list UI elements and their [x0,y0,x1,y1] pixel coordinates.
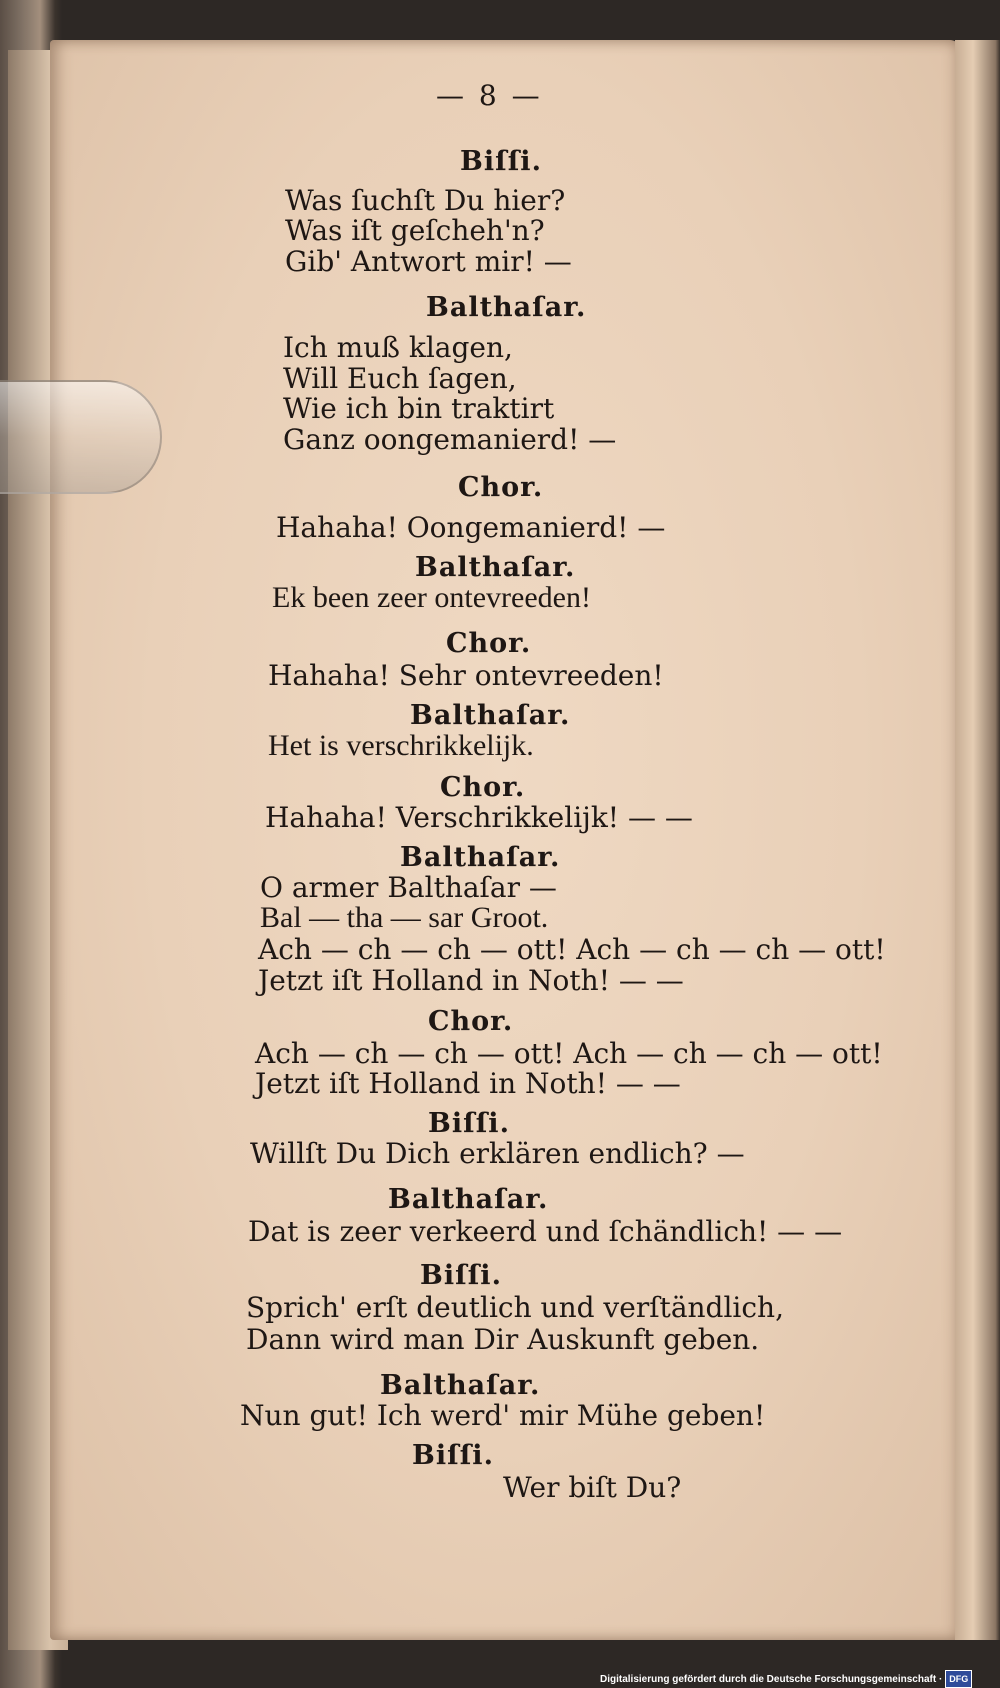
speaker-heading: Balthaſar. [380,1370,541,1401]
verse-line: Wie ich bin traktirt [283,392,555,425]
speaker-heading: Balthaſar. [388,1184,549,1215]
verse-line: Sprich' erſt deutlich und verſtändlich, [246,1291,784,1324]
verse-line: Jetzt iſt Holland in Noth! — — [255,1067,681,1100]
verse-line: Hahaha! Verschrikkelijk! — — [265,801,693,834]
verse-line: Wer biſt Du? [503,1471,682,1504]
credit-text: Digitalisierung gefördert durch die Deutsche Forschungsgemeinschaft · [600,1674,943,1685]
speaker-heading: Biſſi. [428,1108,510,1139]
verse-line: Ek been zeer ontevreeden! [272,581,591,614]
speaker-heading: Chor. [446,628,532,659]
speaker-heading: Chor. [458,472,544,503]
verse-line: Gib' Antwort mir! — [285,245,572,278]
verse-line: Het is verschrikkelijk. [268,729,534,762]
verse-line: Dann wird man Dir Auskunft geben. [246,1323,760,1356]
verse-line: Hahaha! Sehr ontevreeden! [268,659,664,692]
digitization-credit [600,1670,995,1686]
verse-line: Ach — ch — ch — ott! Ach — ch — ch — ott! [255,1037,883,1070]
verse-line: Was ſuchſt Du hier? [285,184,566,217]
verse-line: Was iſt geſcheh'n? [285,214,545,247]
speaker-heading: Chor. [428,1006,514,1037]
speaker-heading: Balthaſar. [426,292,587,323]
verse-line: Willſt Du Dich erklären endlich? — [250,1137,745,1170]
speaker-heading: Biſſi. [460,146,542,177]
verse-line: Ich muß klagen, [283,331,513,364]
verse-line: Ganz oongemanierd! — [283,423,617,456]
dfg-logo: DFG [945,1670,972,1688]
verse-line: Bal — tha — sar Groot. [260,901,549,934]
verse-line: Hahaha! Oongemanierd! — [276,511,666,544]
verse-line: Ach — ch — ch — ott! Ach — ch — ch — ott! [258,933,886,966]
verse-line: Will Euch ſagen, [283,362,517,395]
speaker-heading: Biſſi. [420,1260,502,1291]
verse-line: Nun gut! Ich werd' mir Mühe geben! [240,1399,766,1432]
verse-line: Dat is zeer verkeerd und ſchändlich! — — [248,1215,843,1248]
verse-line: O armer Balthaſar — [260,871,557,904]
verse-line: Jetzt iſt Holland in Noth! — — [258,964,684,997]
speaker-heading: Biſſi. [412,1440,494,1471]
speaker-heading: Balthaſar. [410,700,571,731]
page-number: — 8 — [436,79,543,112]
speaker-heading: Balthaſar. [415,552,576,583]
speaker-heading: Chor. [440,772,526,803]
speaker-heading: Balthaſar. [400,842,561,873]
